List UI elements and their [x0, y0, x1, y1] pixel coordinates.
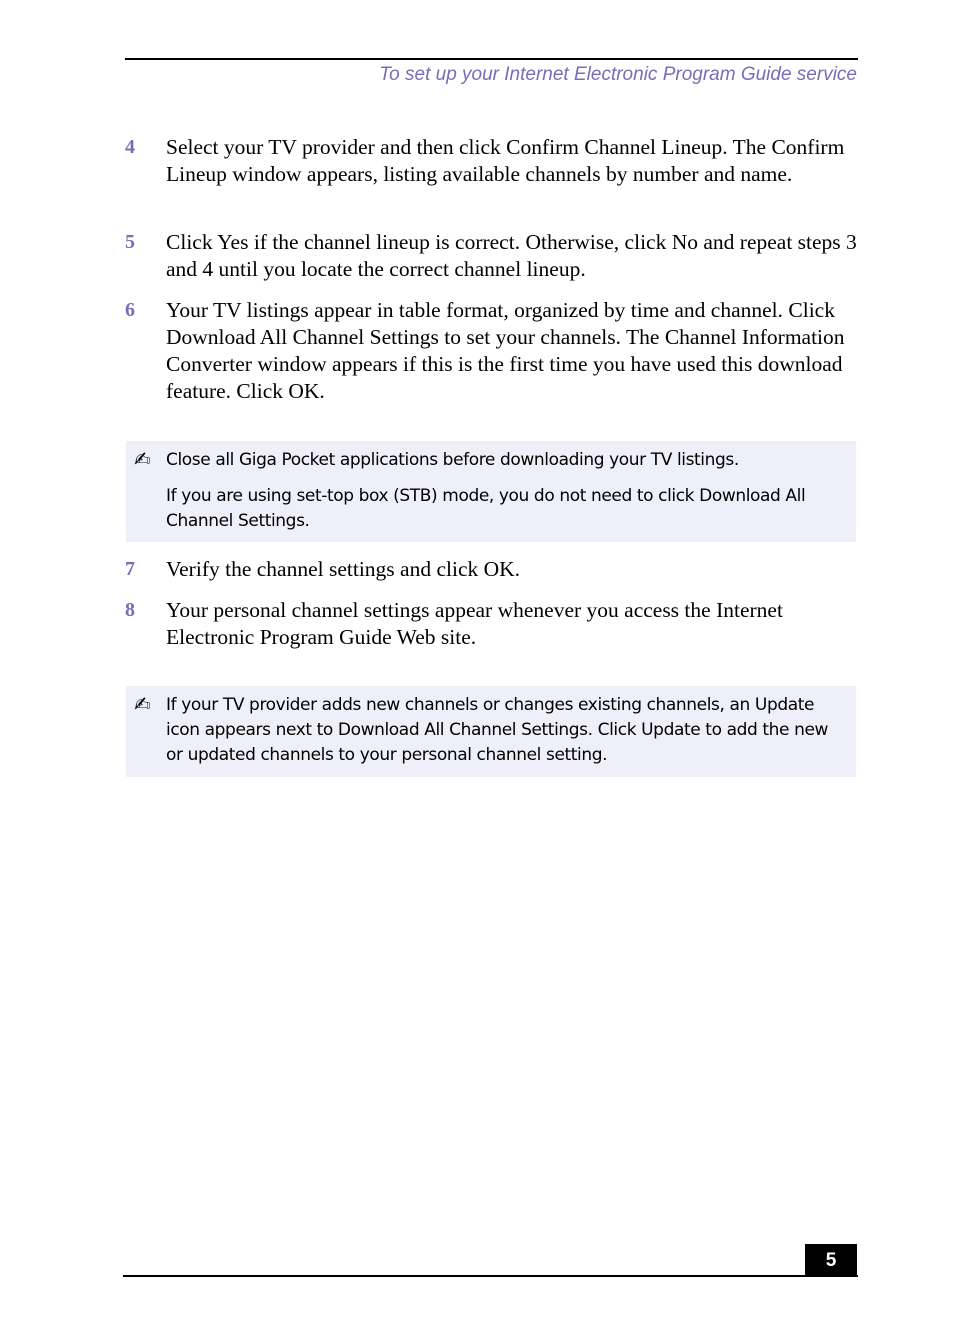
step-number: 8 [125, 599, 135, 621]
step-text: Verify the channel settings and click OK. [166, 557, 521, 581]
step-number: 4 [125, 136, 135, 158]
note-box [126, 441, 856, 542]
step-5 [125, 229, 860, 283]
header-rule [125, 58, 858, 60]
page-number: 5 [805, 1244, 857, 1277]
note-paragraph: Close all Giga Pocket applications before downloading your TV listings. [166, 450, 739, 470]
step-4 [125, 134, 860, 215]
note-box [126, 686, 856, 777]
step-7 [125, 556, 860, 583]
step-6 [125, 297, 860, 405]
step-text: Your TV listings appear in table format, organized by time and channel. Click Download All Channel Settings to set your channels. The Channel Information Converter window appears if this is the first time you have used this download feature. Click OK. [166, 298, 845, 403]
step-8 [125, 597, 860, 651]
footer-rule [123, 1275, 858, 1277]
pencil-note-icon: ✍ [134, 692, 151, 716]
step-number: 5 [125, 231, 135, 253]
step-text: Click Yes if the channel lineup is correct. Otherwise, click No and repeat steps 3 and 4 until you locate the correct channel lineup. [166, 230, 857, 281]
note-paragraph: If your TV provider adds new channels or changes existing channels, an Update icon appears next to Download All Channel Settings. Click Update to add the new or updated channels to your personal channel setting. [166, 695, 829, 765]
step-text: Your personal channel settings appear whenever you access the Internet Electronic Program Guide Web site. [166, 598, 783, 649]
note-paragraph: If you are using set-top box (STB) mode, you do not need to click Download All Channel Settings. [166, 486, 806, 531]
running-head: To set up your Internet Electronic Program Guide service [379, 64, 857, 85]
step-number: 6 [125, 299, 135, 321]
step-text: Select your TV provider and then click Confirm Channel Lineup. The Confirm Lineup window appears, listing available channels by number and name. [166, 135, 845, 186]
pencil-note-icon: ✍ [134, 447, 151, 471]
step-number: 7 [125, 558, 135, 580]
